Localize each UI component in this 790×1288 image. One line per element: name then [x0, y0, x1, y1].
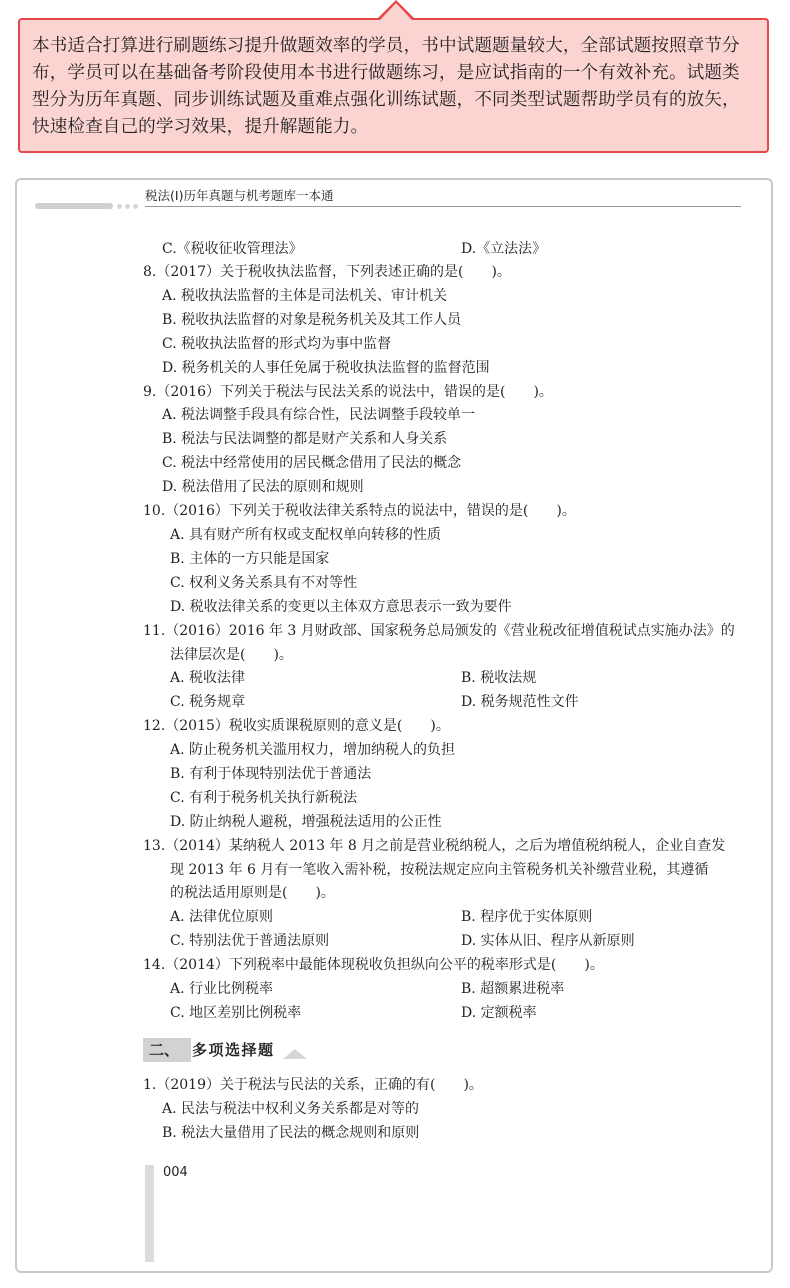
question-line: 12.（2015）税收实质课税原则的意义是( )。 — [143, 718, 450, 734]
page-number: 004 — [163, 1165, 188, 1180]
option-line: B. 有利于体现特别法优于普通法 — [170, 766, 372, 782]
option-line: C. 税务规章 — [170, 694, 246, 710]
option-line: B. 税法与民法调整的都是财产关系和人身关系 — [162, 431, 448, 447]
option-line: A. 具有财产所有权或支配权单向转移的性质 — [170, 527, 442, 543]
option-line: A. 税收执法监督的主体是司法机关、审计机关 — [162, 288, 448, 304]
callout-pointer-fill — [380, 3, 412, 20]
option-line: C. 权利义务关系具有不对等性 — [170, 575, 358, 591]
question-line: 13.（2014）某纳税人 2013 年 8 月之前是营业税纳税人，之后为增值税纳税人，企业自查发 — [143, 838, 726, 854]
option-line: D. 税法借用了民法的原则和规则 — [162, 479, 364, 495]
option-line: D.《立法法》 — [461, 241, 547, 257]
intro-text: 本书适合打算进行刷题练习提升做题效率的学员，书中试题题量较大，全部试题按照章节分布，学员可以在基础备考阶段使用本书进行做题练习，是应试指南的一个有效补充。试题类型分为历年真题、同步训练试题及重难点强化训练试题，不同类型试题帮助学员有的放矢，快速检查自己的学习效果，提升解题能力。 — [32, 36, 740, 137]
header-rule — [145, 206, 741, 207]
option-line: C. 有利于税务机关执行新税法 — [170, 790, 358, 806]
question-line: 8.（2017）关于税收执法监督，下列表述正确的是( )。 — [143, 264, 511, 280]
question-line: 现 2013 年 6 月有一笔收入需补税，按税法规定应向主管税务机关补缴营业税，其遵循 — [170, 862, 709, 878]
option-line: D. 税收法律关系的变更以主体双方意思表示一致为要件 — [170, 599, 512, 615]
option-line: B. 税收执法监督的对象是税务机关及其工作人员 — [162, 312, 462, 328]
option-line: B. 税收法规 — [461, 670, 537, 686]
option-line: A. 行业比例税率 — [170, 981, 274, 997]
option-line: A. 防止税务机关滥用权力，增加纳税人的负担 — [170, 742, 456, 758]
option-line: D. 防止纳税人避税，增强税法适用的公正性 — [170, 814, 442, 830]
option-line: C. 税收执法监督的形式均为事中监督 — [162, 336, 392, 352]
option-line: D. 税务规范性文件 — [461, 694, 579, 710]
header-decoration-dot — [117, 204, 122, 209]
option-line: A. 税法调整手段具有综合性，民法调整手段较单一 — [162, 407, 476, 423]
header-decoration — [35, 203, 113, 209]
option-line: C. 特别法优于普通法原则 — [170, 933, 330, 949]
question-line: 14.（2014）下列税率中最能体现税收负担纵向公平的税率形式是( )。 — [143, 957, 604, 973]
option-line: B. 主体的一方只能是国家 — [170, 551, 330, 567]
option-line: C. 税法中经常使用的居民概念借用了民法的概念 — [162, 455, 462, 471]
intro-callout — [18, 18, 769, 153]
option-line: D. 实体从旧、程序从新原则 — [461, 933, 635, 949]
option-line: C.《税收征收管理法》 — [162, 241, 303, 257]
page-margin-bar — [145, 1165, 154, 1262]
question-line: 9.（2016）下列关于税法与民法关系的说法中，错误的是( )。 — [143, 384, 553, 400]
section-number: 二、 — [143, 1038, 191, 1062]
option-line: A. 税收法律 — [170, 670, 246, 686]
question-line: 1.（2019）关于税法与民法的关系，正确的有( )。 — [143, 1077, 483, 1093]
header-decoration-dot — [125, 204, 130, 209]
section-decoration — [283, 1049, 307, 1059]
option-line: D. 税务机关的人事任免属于税收执法监督的监督范围 — [162, 360, 490, 376]
option-line: B. 超额累进税率 — [461, 981, 565, 997]
option-line: B. 程序优于实体原则 — [461, 909, 593, 925]
running-header: 税法(Ⅰ)历年真题与机考题库一本通 — [145, 188, 334, 203]
option-line: A. 法律优位原则 — [170, 909, 274, 925]
question-line: 11.（2016）2016 年 3 月财政部、国家税务总局颁发的《营业税改征增值税试点实施办法》的 — [143, 623, 735, 639]
header-decoration-dot — [133, 204, 138, 209]
question-line: 10.（2016）下列关于税收法律关系特点的说法中，错误的是( )。 — [143, 503, 576, 519]
option-line: D. 定额税率 — [461, 1005, 537, 1021]
question-line: 的税法适用原则是( )。 — [170, 885, 335, 901]
option-line: A. 民法与税法中权利义务关系都是对等的 — [162, 1101, 420, 1117]
option-line: B. 税法大量借用了民法的概念规则和原则 — [162, 1125, 420, 1141]
option-line: C. 地区差别比例税率 — [170, 1005, 302, 1021]
section-title: 多项选择题 — [192, 1041, 275, 1059]
question-line: 法律层次是( )。 — [170, 647, 293, 663]
